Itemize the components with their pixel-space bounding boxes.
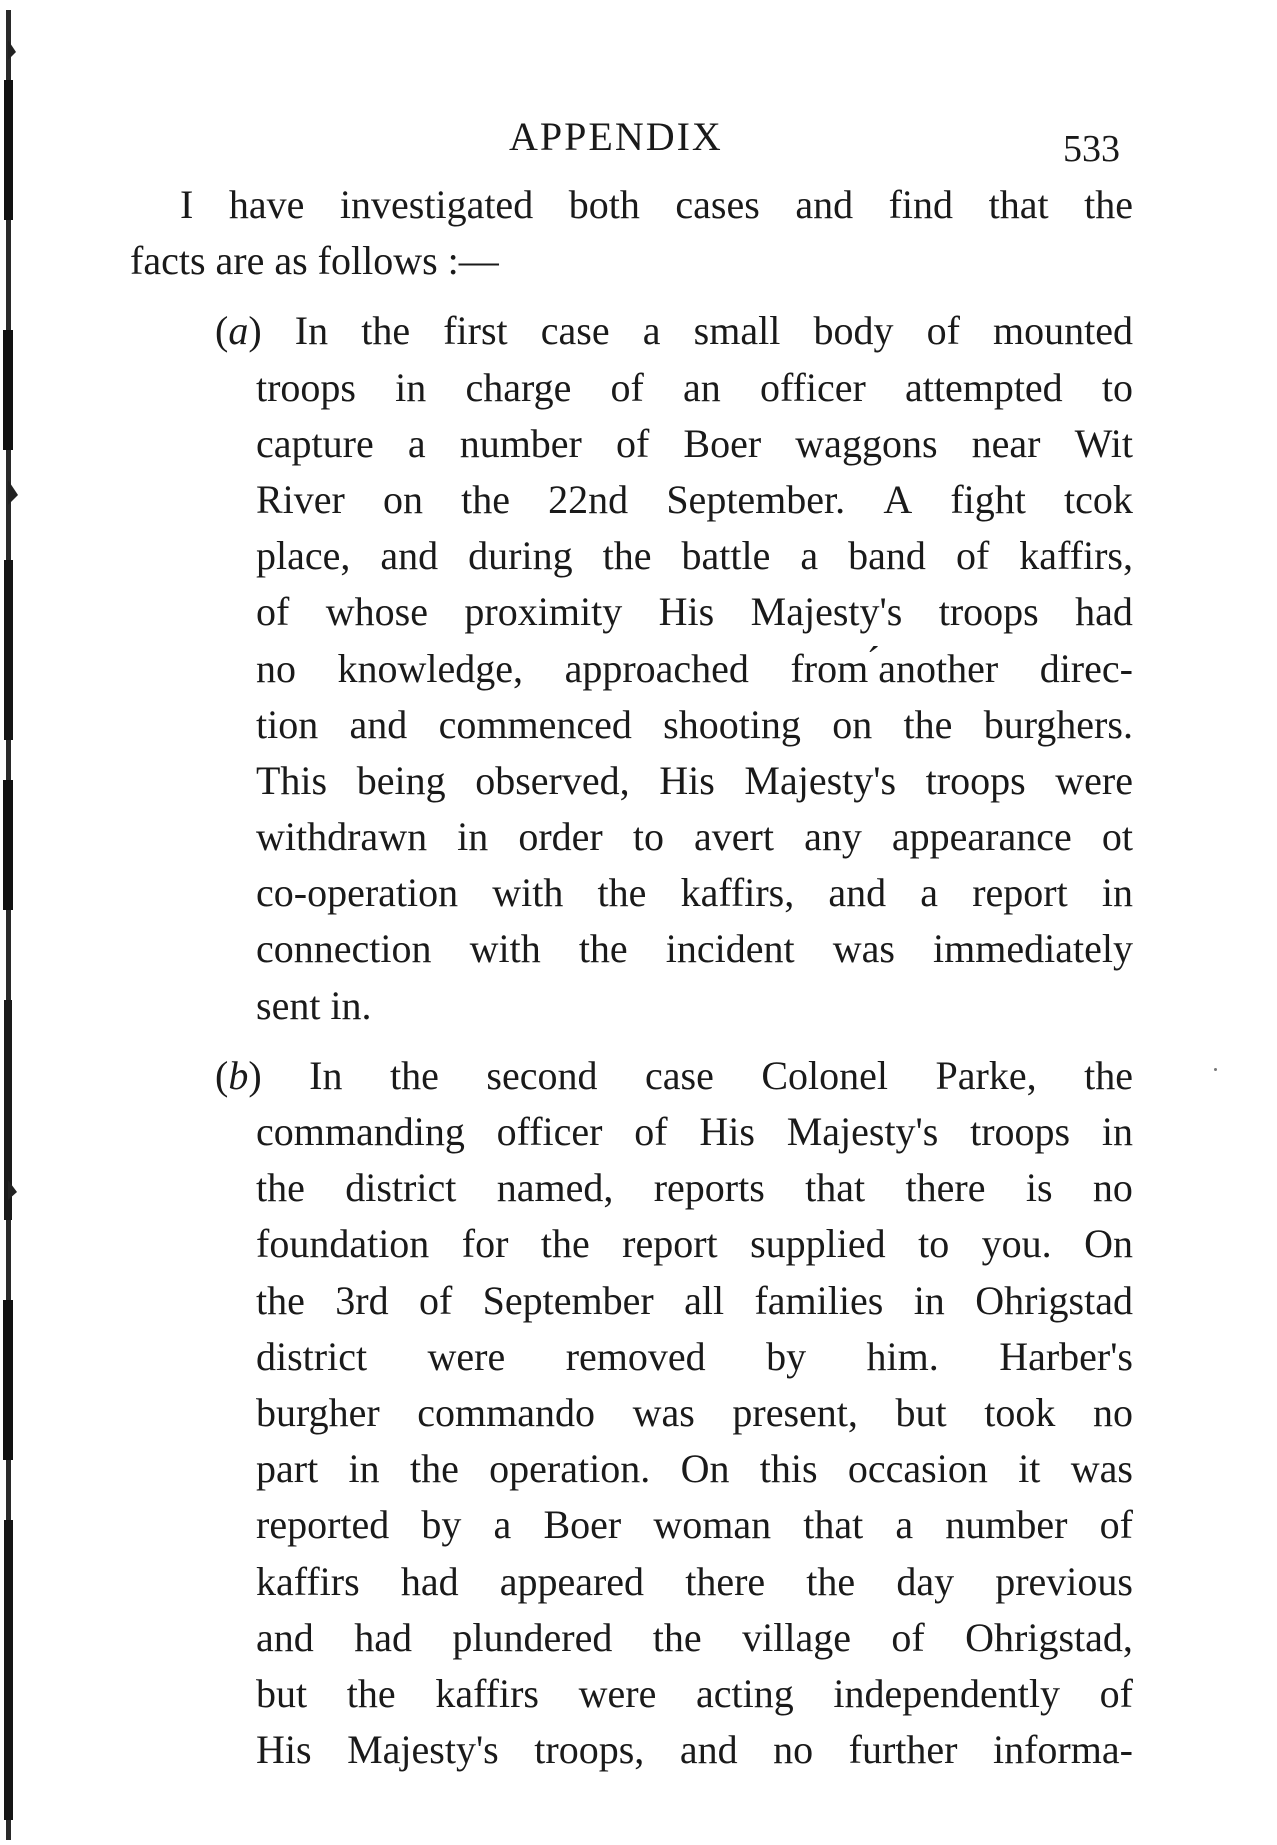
text-line <box>130 1048 1133 1104</box>
word: there <box>905 1165 986 1211</box>
word: the <box>461 476 511 522</box>
paragraph-a <box>130 303 1133 1033</box>
word: you. <box>981 1221 1052 1267</box>
word: I <box>180 182 194 227</box>
word: observed, <box>475 757 630 803</box>
word: officer <box>496 1109 603 1154</box>
word: Boer <box>543 1502 622 1548</box>
word: part <box>256 1446 319 1492</box>
word: there <box>685 1558 766 1604</box>
word: Parke, <box>935 1052 1037 1098</box>
word: immediately <box>933 926 1133 972</box>
word: number <box>945 1502 1068 1548</box>
word: the <box>903 701 953 747</box>
word: that <box>988 182 1049 227</box>
word: had <box>1075 589 1133 635</box>
word: September <box>482 1277 654 1323</box>
word: informa- <box>993 1727 1133 1773</box>
word: named, <box>496 1165 614 1211</box>
word: knowledge, <box>337 645 524 691</box>
word: burghers. <box>983 701 1133 747</box>
word: cases <box>675 182 760 227</box>
text-line <box>130 1329 1133 1385</box>
word: investigated <box>339 182 534 227</box>
word: district <box>256 1333 368 1379</box>
text-line <box>130 416 1133 472</box>
word: burgher <box>256 1389 380 1435</box>
word: (b) <box>215 1052 262 1098</box>
word: In <box>309 1052 343 1098</box>
word: but <box>256 1670 308 1716</box>
word: had <box>400 1558 459 1604</box>
word: the <box>652 1614 702 1660</box>
word: troops <box>938 589 1039 635</box>
scanned-binding-edge <box>0 0 42 1845</box>
word: further <box>848 1727 958 1773</box>
word: direc- <box>1039 645 1133 691</box>
word: being <box>356 757 446 803</box>
word: acting <box>696 1670 794 1716</box>
word: appeared <box>499 1558 645 1604</box>
word: of <box>926 308 960 354</box>
text-line <box>130 1722 1133 1778</box>
text-line <box>130 1216 1133 1272</box>
word: that <box>805 1165 866 1211</box>
word: a <box>493 1502 512 1548</box>
word: case <box>645 1052 714 1098</box>
word: avert <box>694 814 774 860</box>
word: district <box>345 1165 457 1211</box>
word: number <box>459 420 582 466</box>
line-text: sent in. <box>256 982 372 1028</box>
word: a <box>800 533 819 579</box>
text-line <box>130 1666 1133 1722</box>
word: the <box>1084 182 1133 227</box>
word: of <box>256 589 290 635</box>
word: it <box>1018 1446 1041 1492</box>
text-line <box>130 1497 1133 1553</box>
word: September. <box>666 476 846 522</box>
word: village <box>742 1614 851 1660</box>
word: a <box>920 870 939 916</box>
word: in <box>1101 870 1133 916</box>
word: the <box>346 1670 396 1716</box>
word: body <box>813 308 894 354</box>
word: any <box>804 814 862 860</box>
word: find <box>888 182 954 227</box>
word: troops <box>970 1109 1071 1154</box>
word: of <box>955 533 990 579</box>
word: kaffirs <box>256 1558 360 1604</box>
word: reports <box>653 1165 765 1211</box>
word: the <box>540 1221 590 1267</box>
word: occasion <box>847 1446 988 1492</box>
word: (a) <box>215 308 262 354</box>
word: kaffirs, <box>680 870 795 916</box>
word: to <box>918 1221 950 1267</box>
word: report <box>972 870 1068 916</box>
word: of <box>610 364 644 410</box>
word: Colonel <box>761 1052 889 1098</box>
body-text <box>130 177 1133 1778</box>
word: On <box>680 1446 730 1492</box>
word: officer <box>759 364 866 410</box>
text-line <box>130 472 1133 528</box>
word: report <box>622 1221 718 1267</box>
word: first <box>443 308 508 354</box>
word: in <box>457 814 489 860</box>
word: a <box>642 308 661 354</box>
word: the <box>1084 1052 1133 1098</box>
text-line <box>130 978 1133 1034</box>
text-line <box>130 921 1133 977</box>
text-line <box>130 177 1133 233</box>
text-line <box>130 1160 1133 1216</box>
word: commando <box>417 1389 595 1435</box>
word: a <box>895 1502 914 1548</box>
word: 22nd <box>548 476 629 522</box>
word: is <box>1025 1165 1053 1211</box>
word: Ohrigstad, <box>965 1614 1133 1660</box>
word: no <box>256 645 296 691</box>
word: His <box>699 1109 755 1154</box>
word: Majesty's <box>786 1109 939 1154</box>
word: and <box>795 182 854 227</box>
word: present, <box>732 1389 858 1435</box>
word: Boer <box>683 420 762 466</box>
word: appearance <box>891 814 1072 860</box>
word: day <box>896 1558 955 1604</box>
text-line <box>130 1104 1133 1160</box>
word: that <box>803 1502 864 1548</box>
word: the <box>602 533 652 579</box>
word: the <box>409 1446 459 1492</box>
word: of <box>634 1109 668 1154</box>
word: the <box>578 926 628 972</box>
word: the <box>390 1052 439 1098</box>
word: kaffirs <box>435 1670 539 1716</box>
text-line <box>130 865 1133 921</box>
word: Majesty's <box>347 1727 499 1773</box>
word: the <box>361 308 411 354</box>
word: capture <box>256 420 374 466</box>
word: took <box>984 1389 1056 1435</box>
word: were <box>427 1333 506 1379</box>
word: supplied <box>750 1221 886 1267</box>
text-line <box>130 1385 1133 1441</box>
word: foundation <box>256 1221 430 1267</box>
word: no <box>1092 1165 1133 1211</box>
word: Wit <box>1074 420 1133 466</box>
word: this <box>759 1446 818 1492</box>
word: by <box>766 1333 807 1379</box>
word: all <box>684 1277 725 1323</box>
word: commanding <box>256 1109 465 1154</box>
word: the <box>256 1277 305 1323</box>
word: removed <box>565 1333 706 1379</box>
word: His <box>658 589 715 635</box>
word: proximity <box>464 589 623 635</box>
paragraph-b <box>130 1048 1133 1778</box>
text-line <box>130 753 1133 809</box>
running-head: APPENDIX <box>509 114 723 159</box>
word: River <box>256 476 345 522</box>
word: with <box>469 926 541 972</box>
word: A <box>883 476 913 522</box>
word: no <box>773 1727 814 1773</box>
word: of <box>891 1614 925 1660</box>
word: families <box>754 1277 884 1323</box>
word: charge <box>465 364 572 410</box>
text-line <box>130 1610 1133 1666</box>
word: on <box>832 701 873 747</box>
word: in <box>395 364 427 410</box>
word: place, <box>256 533 351 579</box>
word: had <box>354 1614 412 1660</box>
word: and <box>828 870 887 916</box>
word: ot <box>1101 814 1133 860</box>
word: mounted <box>993 308 1133 354</box>
word: of <box>615 420 650 466</box>
word: for <box>461 1221 509 1267</box>
word: fight <box>950 476 1026 522</box>
text-line <box>130 360 1133 416</box>
text-line <box>130 1441 1133 1497</box>
word: commenced <box>438 701 632 747</box>
word: but <box>895 1389 947 1435</box>
word: 3rd <box>335 1277 389 1323</box>
word: connection <box>256 926 432 972</box>
word: was <box>1070 1446 1133 1492</box>
text-line <box>130 641 1133 697</box>
word: of <box>418 1277 453 1323</box>
word: of <box>1099 1670 1133 1716</box>
word: co-operation <box>256 870 459 916</box>
word: were <box>1055 757 1133 803</box>
word: On <box>1084 1221 1133 1267</box>
paragraph-intro <box>130 177 1133 289</box>
word: have <box>228 182 305 227</box>
text-line <box>130 303 1133 359</box>
word: attempted <box>904 364 1063 410</box>
word: by <box>421 1502 462 1548</box>
word: tion <box>256 701 319 747</box>
word: shooting <box>663 701 801 747</box>
text-line <box>130 233 1133 289</box>
word: in <box>1101 1109 1133 1154</box>
text-line <box>130 809 1133 865</box>
text-line <box>130 1273 1133 1329</box>
word: near <box>971 420 1041 466</box>
page-header <box>0 112 1277 172</box>
word: to <box>632 814 664 860</box>
word: His <box>659 757 715 803</box>
word: Majesty's <box>744 757 897 803</box>
word: second <box>486 1052 598 1098</box>
word: approached <box>564 645 749 691</box>
word: tcok <box>1064 476 1133 522</box>
word: reported <box>256 1502 390 1548</box>
word: the <box>256 1165 305 1211</box>
text-line <box>130 528 1133 584</box>
word: no <box>1092 1389 1133 1435</box>
word: Ohrigstad <box>975 1277 1133 1323</box>
word: troops <box>256 364 356 410</box>
word: an <box>683 364 721 410</box>
word: on <box>383 476 424 522</box>
word: was <box>632 1389 695 1435</box>
word: with <box>492 870 564 916</box>
word: of <box>1099 1502 1133 1548</box>
word: Harber's <box>999 1333 1133 1379</box>
text-line <box>130 584 1133 640</box>
text-line <box>130 1554 1133 1610</box>
word: a <box>407 420 426 466</box>
word: incident <box>665 926 795 972</box>
word: were <box>578 1670 657 1716</box>
word: was <box>832 926 895 972</box>
word: independently <box>833 1670 1061 1716</box>
word: waggons <box>795 420 938 466</box>
word: This <box>256 757 328 803</box>
word: whose <box>325 589 428 635</box>
word: order <box>518 814 603 860</box>
word: and <box>256 1614 314 1660</box>
word: small <box>693 308 781 354</box>
word: His <box>256 1727 312 1773</box>
word: battle <box>681 533 771 579</box>
word: plundered <box>452 1614 613 1660</box>
word: and <box>349 701 408 747</box>
word: the <box>597 870 647 916</box>
word: kaffirs, <box>1019 533 1133 579</box>
word: to <box>1101 364 1133 410</box>
word: withdrawn <box>256 814 428 860</box>
word: during <box>468 533 573 579</box>
word: in <box>348 1446 380 1492</box>
text-line <box>130 697 1133 753</box>
word: and <box>380 533 439 579</box>
word: from ́another <box>790 645 999 691</box>
word: troops <box>925 757 1026 803</box>
word: case <box>540 308 610 354</box>
word: the <box>806 1558 856 1604</box>
word: previous <box>995 1558 1133 1604</box>
word: him. <box>866 1333 939 1379</box>
word: In <box>294 308 329 354</box>
word: troops, <box>534 1727 645 1773</box>
word: woman <box>653 1502 772 1548</box>
word: band <box>848 533 926 579</box>
line-text: facts are as follows :— <box>130 238 499 284</box>
scan-speck <box>1214 1068 1217 1071</box>
page-number: 533 <box>1063 128 1120 170</box>
word: operation. <box>489 1446 651 1492</box>
word: in <box>913 1277 945 1323</box>
word: Majesty's <box>750 589 903 635</box>
word: and <box>679 1727 738 1773</box>
word: both <box>568 182 640 227</box>
